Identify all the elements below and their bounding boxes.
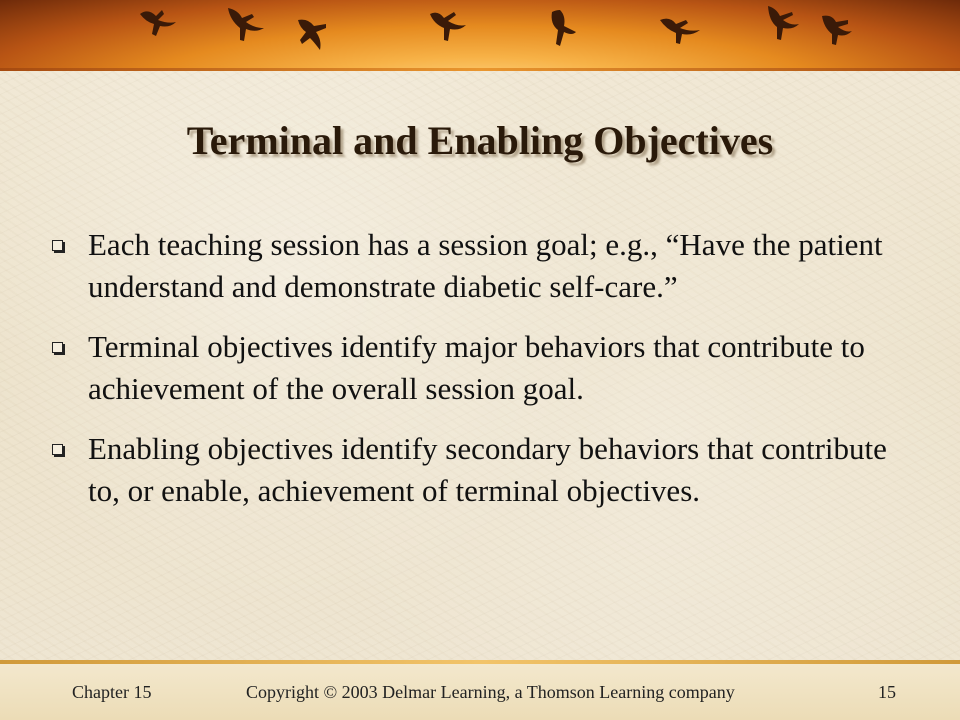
bullet-text: Each teaching session has a session goal; e.g., “Have the patient understand and demonstrate diabetic self-care.” bbox=[88, 227, 883, 304]
bullet-text: Enabling objectives identify secondary behaviors that contribute to, or enable, achievement of terminal objectives. bbox=[88, 431, 887, 508]
footer-page-number: 15 bbox=[878, 682, 896, 702]
banner-divider bbox=[0, 68, 960, 71]
square-bullet-icon bbox=[52, 342, 63, 353]
bullet-text: Terminal objectives identify major behaviors that contribute to achievement of the overall session goal. bbox=[88, 329, 865, 406]
bullet-item bbox=[48, 428, 908, 512]
bullet-item bbox=[48, 326, 908, 410]
square-bullet-icon bbox=[52, 240, 63, 251]
sunset-geese-banner bbox=[0, 0, 960, 68]
geese-icon bbox=[0, 0, 960, 68]
footer-chapter: Chapter 15 bbox=[72, 682, 152, 702]
footer bbox=[0, 664, 960, 720]
bullet-item bbox=[48, 224, 908, 308]
slide-title: Terminal and Enabling Objectives bbox=[186, 118, 774, 163]
square-bullet-icon bbox=[52, 444, 63, 455]
footer-copyright: Copyright © 2003 Delmar Learning, a Thomson Learning company bbox=[246, 682, 735, 702]
bullet-list bbox=[48, 224, 908, 530]
